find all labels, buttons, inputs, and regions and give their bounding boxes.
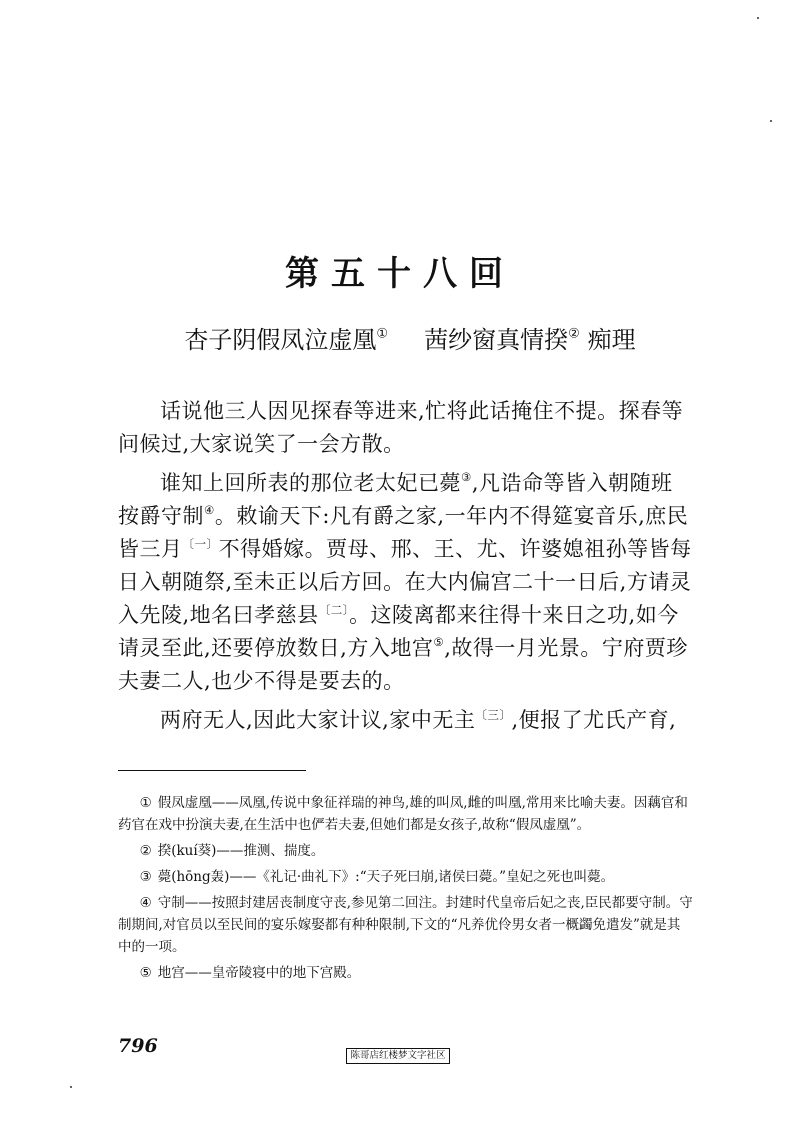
footnote-text: 假凤虚凰——凤凰,传说中象征祥瑞的神鸟,雄的叫凤,雌的叫凰,常用来比喻夫妻。因藕官和药官在戏中扮演夫妻,在生活中也俨若夫妻,但她们都是女孩子,故称“假凤虚凰”。 [118,795,688,833]
scan-speck [757,17,759,19]
footnote [118,962,693,984]
paragraph-text: ,便报了尤氏产育, [511,708,677,732]
footnote-divider [118,770,306,771]
endnote-ref[interactable]: 〔三〕 [475,707,512,722]
watermark-stamp: 陈哥店红楼梦文字社区 [346,1048,450,1064]
footnote [118,866,693,888]
footnote-text: 薨(hōng轰)——《礼记·曲礼下》:“天子死曰崩,诸侯曰薨。”皇妃之死也叫薨。 [157,869,615,885]
footnote-number: ② [139,843,152,859]
endnote-ref[interactable]: 〔二〕 [318,602,350,617]
footnote-number: ① [139,795,152,811]
scan-speck [770,120,772,122]
footnotes [118,792,693,988]
subtitle-part-1: 杏子阴假凤泣虚凰 [184,326,377,354]
footnote [118,840,693,862]
paragraph-text: 谁知上回所表的那位老太妃已薨 [160,471,461,495]
body-paragraph [118,704,693,737]
footnote-number: ③ [139,869,152,885]
subtitle-footnote-ref-2[interactable]: ② [568,326,580,342]
footnote-ref[interactable]: ③ [461,469,472,484]
footnote-text: 揆(kuí葵)——推测、揣度。 [157,843,325,859]
footnote-number: ⑤ [139,965,152,981]
subtitle-part-3: 痴理 [587,326,636,354]
footnote-number: ④ [139,895,152,911]
endnote-ref[interactable]: 〔一〕 [182,536,219,551]
subtitle-footnote-ref-1[interactable]: ① [376,326,389,342]
body-paragraph [118,467,693,698]
body-paragraph [118,395,693,461]
chapter-subtitle [60,322,760,358]
paragraph-text: 不得婚嫁。贾母、邢、王、尤、许婆媳祖孙等皆每日入朝随祭,至未正以后方回。在大内偏宫二十一日后,方请灵入先陵,地名曰孝慈县 [118,537,692,627]
footnote-text: 地宫——皇帝陵寝中的地下宫殿。 [157,965,361,981]
subtitle-part-2: 茜纱窗真情揆 [424,326,569,354]
paragraph-text: 两府无人,因此大家计议,家中无主 [160,708,476,732]
footnote [118,792,693,836]
paragraph-text: 。敕谕天下:凡有爵之家,一年内不得筵宴音乐,庶民皆三月 [118,504,689,561]
scan-speck [70,1086,72,1088]
paragraph-text: ,故得一月光景。宁府贾珍夫妻二人,也少不得是要去的。 [118,636,688,693]
paragraph-text: 话说他三人因见探春等进来,忙将此话掩住不提。探春等问候过,大家说笑了一会方散。 [118,399,684,456]
footnote-text: 守制——按照封建居丧制度守丧,参见第二回注。封建时代皇帝后妃之丧,臣民都要守制。守制期间,对官员以至民间的宴乐嫁娶都有种种限制,下文的“凡养优伶男女者一概蠲免遣发”就是其中的一项。 [118,895,693,955]
footnote-ref[interactable]: ④ [204,502,215,517]
chapter-title: 第五十八回 [285,254,515,294]
paragraph-text: ,凡诰命等皆入朝随班按爵守制 [118,471,673,528]
footnote [118,892,693,958]
paragraph-text: 。这陵离都来往得十来日之功,如今请灵至此,还要停放数日,方入地宫 [118,603,679,660]
body-text [118,395,693,743]
page-number: 796 [118,1035,158,1057]
footnote-ref[interactable]: ⑤ [433,634,445,649]
